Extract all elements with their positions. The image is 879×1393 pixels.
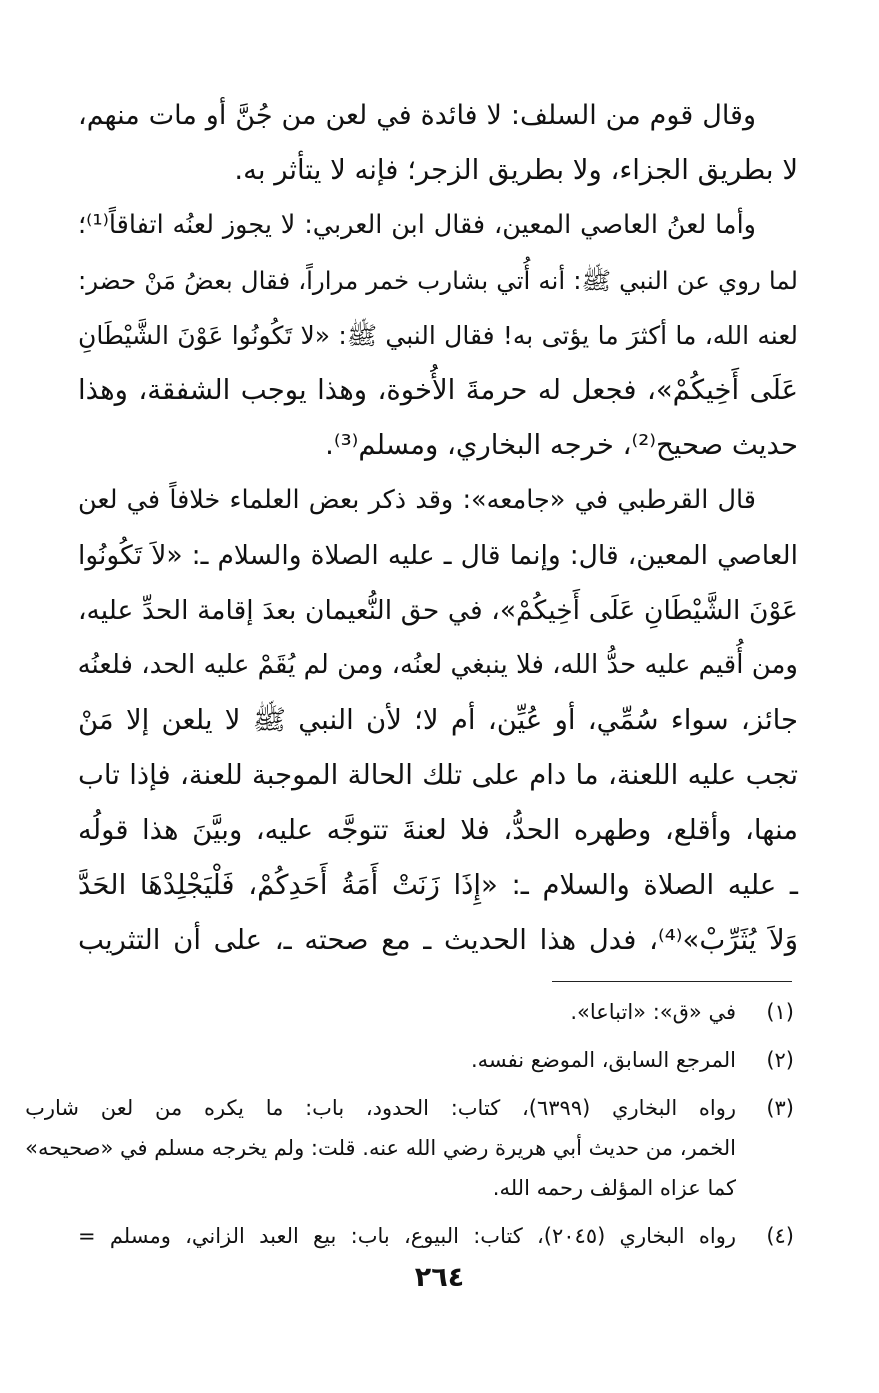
footnote	[25, 1088, 794, 1208]
footnote-text: رواه البخاري (٦٣٩٩)، كتاب: الحدود، باب: ما يكره من لعن شارب	[25, 1096, 737, 1120]
text-line: وأما لعنُ العاصي المعين، فقال ابن العربي: لا يجوز لعنُه اتفاقاً⁽¹⁾؛	[78, 210, 756, 240]
text-line: تجب عليه اللعنة، ما دام على تلك الحالة الموجبة للعنة، فإذا تاب	[78, 759, 798, 791]
text-line: وَلاَ يُثَرِّبْ»⁽⁴⁾، فدل هذا الحديث ـ مع صحته ـ، على أن التثريب	[78, 924, 798, 956]
footnote-text: في «ق»: «اتباعا».	[570, 1000, 736, 1024]
text-line: وقال قوم من السلف: لا فائدة في لعن من جُنَّ أو مات منهم،	[78, 100, 756, 131]
footnote	[78, 1040, 794, 1080]
footnote-text: المرجع السابق، الموضع نفسه.	[470, 1048, 736, 1072]
footnote	[78, 1216, 794, 1256]
main-text	[78, 88, 798, 968]
text-line: جائز، سواء سُمِّي، أو عُيِّن، أم لا؛ لأن النبي ﷺ لا يلعن إلا مَنْ	[78, 704, 798, 736]
text-line: عَلَى أَخِيكُمْ»، فجعل له حرمةَ الأُخوة، وهذا يوجب الشفقة، وهذا	[78, 374, 798, 406]
text-line: قال القرطبي في «جامعه»: وقد ذكر بعض العلماء خلافاً في لعن	[78, 485, 756, 515]
footnote	[78, 992, 794, 1032]
text-line: لما روي عن النبي ﷺ: أنه أُتي بشارب خمر مراراً، فقال بعضُ مَنْ حضر:	[78, 266, 798, 295]
footnote-text: كما عزاه المؤلف رحمه الله.	[492, 1176, 736, 1200]
footnote-text: رواه البخاري (٢٠٤٥)، كتاب: البيوع، باب: بيع العبد الزاني، ومسلم =	[78, 1224, 736, 1248]
footnote-text: الخمر، من حديث أبي هريرة رضي الله عنه. قلت: ولم يخرجه مسلم في «صحيحه»	[25, 1136, 736, 1160]
page-number: ٢٦٤	[414, 1262, 465, 1293]
text-line: منها، وأقلع، وطهره الحدُّ، فلا لعنةَ تتوجَّه عليه، وبيَّنَ هذا قولُه	[78, 814, 798, 846]
footnote-number: (٤)	[766, 1224, 794, 1248]
text-line: ـ عليه الصلاة والسلام ـ: «إِذَا زَنَتْ أَمَةُ أَحَدِكُمْ، فَلْيَجْلِدْهَا الحَدَّ	[78, 869, 798, 901]
text-line: عَوْنَ الشَّيْطَانِ عَلَى أَخِيكُمْ»، في حق النُّعيمان بعدَ إقامة الحدِّ عليه،	[78, 595, 798, 626]
footnotes	[25, 992, 794, 1256]
footnote-number: (٢)	[766, 1048, 794, 1072]
text-line: حديث صحيح⁽²⁾، خرجه البخاري، ومسلم⁽³⁾.	[325, 429, 798, 461]
text-line: لعنه الله، ما أكثرَ ما يؤتى به! فقال النبي ﷺ: «لا تَكُونُوا عَوْنَ الشَّيْطَانِ	[78, 321, 798, 350]
footnote-divider	[552, 981, 792, 982]
footnote-number: (٣)	[766, 1096, 794, 1120]
text-line: العاصي المعين، قال: وإنما قال ـ عليه الصلاة والسلام ـ: «لاَ تَكُونُوا	[78, 540, 798, 571]
footnote-number: (١)	[766, 1000, 794, 1024]
text-line: لا بطريق الجزاء، ولا بطريق الزجر؛ فإنه لا يتأثر به.	[234, 154, 798, 186]
text-line: ومن أُقيم عليه حدُّ الله، فلا ينبغي لعنُه، ومن لم يُقَمْ عليه الحد، فلعنُه	[77, 650, 798, 680]
